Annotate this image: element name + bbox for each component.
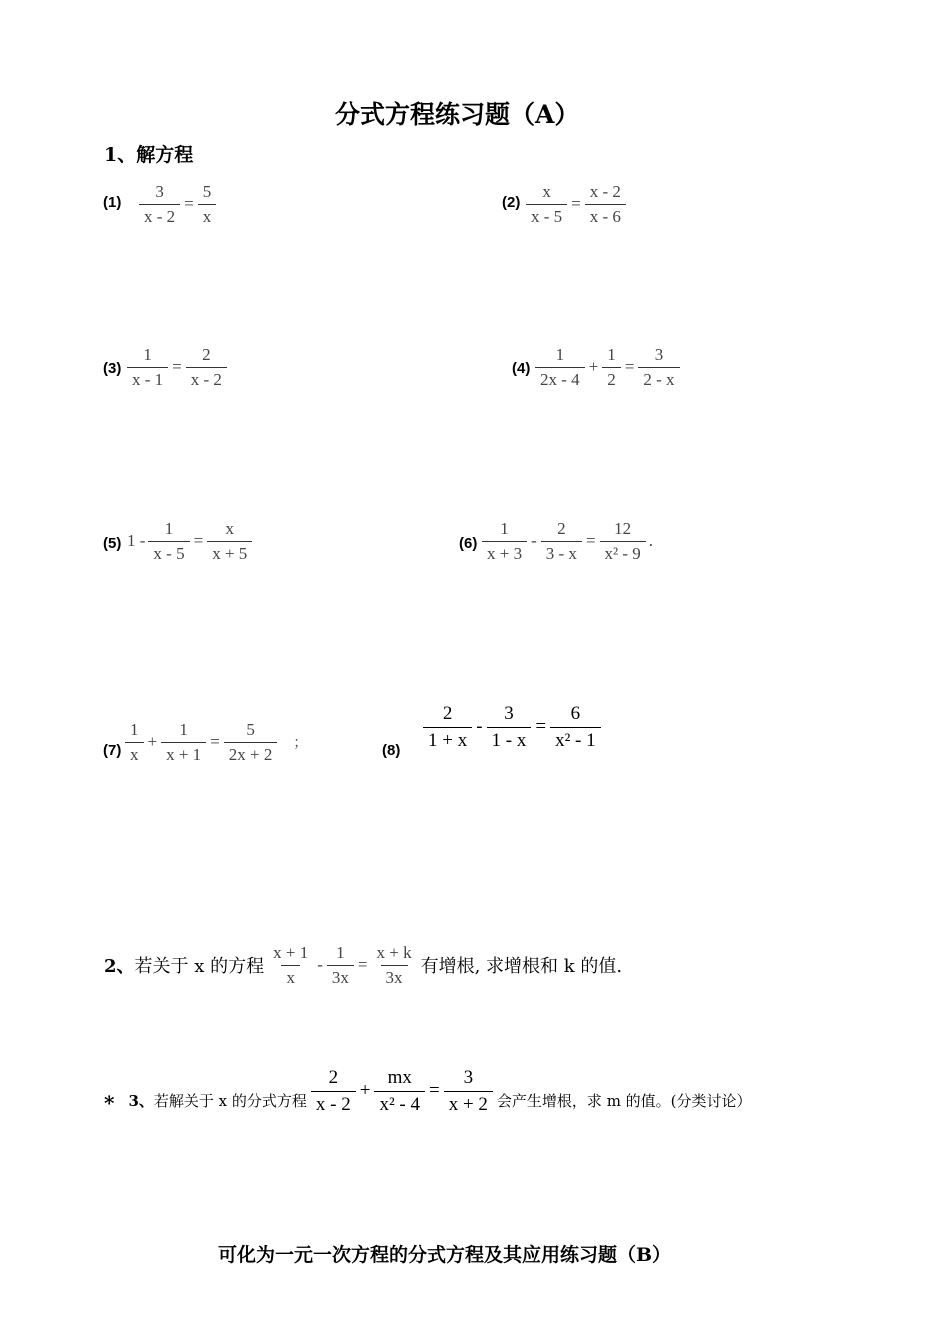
fraction: $\frac{x - 2}{x - 6}$	[585, 183, 626, 226]
fraction: $\frac{3}{x - 2}$	[139, 183, 180, 226]
page-title: 分式方程练习题（A）	[335, 100, 580, 129]
fraction: $\frac{2}{x - 2}$	[186, 346, 227, 389]
question-2-equation: $\frac{x + 1}{x}$ - $\frac{1}{3x}$ = $\frac{x + k}{3x}$	[266, 944, 418, 987]
problem-6-label: (6)	[459, 535, 478, 552]
question-3-text-end: 会产生增根，求 m 的值。(分类讨论）	[496, 1091, 752, 1110]
question-3-equation: $\frac{2}{x - 2}$ + $\frac{mx}{\text{x² - 4}}$ = $\frac{3}{x + 2}$	[309, 1068, 495, 1115]
fraction: $\frac{5}{x}$	[198, 183, 217, 226]
question-2-number: 2、	[104, 956, 135, 978]
fraction: $\frac{x + k}{3x}$	[376, 943, 412, 987]
problem-6-equation: $\frac{1}{x + 3}$ - $\frac{2}{3 - x}$ = $\frac{12}{\text{x² - 9}}$ .	[480, 520, 653, 563]
star-icon: *	[104, 1090, 115, 1115]
fraction: $\frac{2}{3 - x}$	[541, 520, 582, 563]
fraction: $\frac{12}{\text{x² - 9}}$	[600, 520, 646, 563]
fraction: $\frac{x}{x - 5}$	[526, 183, 567, 226]
section-b-title: 可化为一元一次方程的分式方程及其应用练习题（B）	[218, 1244, 672, 1266]
fraction: $\frac{1}{3x}$	[327, 944, 354, 987]
question-3-text: 若解关于 x 的分式方程	[153, 1091, 307, 1110]
problem-3-label: (3)	[103, 360, 122, 377]
question-2-text: 若关于 x 的方程	[134, 956, 265, 978]
problem-8-label: (8)	[382, 742, 401, 759]
fraction: $\frac{3}{1 - x}$	[487, 704, 532, 751]
question-2	[104, 944, 622, 987]
problem-7-equation: $\frac{1}{x}$ + $\frac{1}{x + 1}$ = $\frac{5}{2x + 2}$ ；	[123, 721, 307, 764]
fraction: $\frac{6}{\text{x² - 1}}$	[550, 704, 601, 751]
fraction: $\frac{5}{2x + 2}$	[224, 721, 278, 764]
problem-4-label: (4)	[512, 360, 531, 377]
fraction: $\frac{1}{2x - 4}$	[535, 346, 585, 389]
problem-5-equation: 1 - $\frac{1}{x - 5}$ = $\frac{x}{x + 5}$	[127, 520, 254, 563]
question-3-number: 3、	[128, 1091, 154, 1110]
problem-5-label: (5)	[103, 535, 122, 552]
question-3	[104, 1068, 752, 1115]
fraction: $\frac{3}{2 - x}$	[638, 346, 679, 389]
fraction: $\frac{3}{x + 2}$	[444, 1068, 493, 1115]
question-2-text-end: 有增根, 求增根和 k 的值.	[420, 956, 623, 978]
fraction: $\frac{1}{x + 3}$	[482, 520, 527, 563]
fraction: $\frac{2}{1 + x}$	[423, 704, 472, 751]
fraction: $\frac{x}{x + 5}$	[207, 520, 252, 563]
problem-7-label: (7)	[103, 742, 122, 759]
fraction: $\frac{1}{x + 1}$	[161, 721, 206, 764]
problem-3-equation: $\frac{1}{x - 1}$ = $\frac{2}{x - 2}$	[125, 346, 229, 389]
problem-2-label: (2)	[502, 194, 521, 211]
problem-2-equation: $\frac{x}{x - 5}$ = $\frac{x - 2}{x - 6}$	[524, 183, 628, 226]
problem-4-equation: $\frac{1}{2x - 4}$ + $\frac{1}{2}$ = $\frac{3}{2 - x}$	[533, 346, 682, 389]
section-1-heading: 1、解方程	[104, 144, 194, 166]
problem-8-equation: $\frac{2}{1 + x}$ - $\frac{3}{1 - x}$ = $\frac{6}{\text{x² - 1}}$	[421, 704, 603, 751]
fraction: $\frac{1}{2}$	[602, 346, 621, 389]
problem-1-equation: $\frac{3}{x - 2}$ = $\frac{5}{x}$	[137, 183, 218, 226]
fraction: $\frac{mx}{\text{x² - 4}}$	[374, 1068, 425, 1115]
fraction: $\frac{2}{x - 2}$	[311, 1068, 356, 1115]
fraction: $\frac{1}{x - 1}$	[127, 346, 168, 389]
fraction: $\frac{1}{x}$	[125, 721, 144, 764]
problem-1-label: (1)	[103, 194, 122, 211]
fraction: $\frac{1}{x - 5}$	[148, 520, 189, 563]
fraction: $\frac{x + 1}{x}$	[273, 943, 309, 987]
